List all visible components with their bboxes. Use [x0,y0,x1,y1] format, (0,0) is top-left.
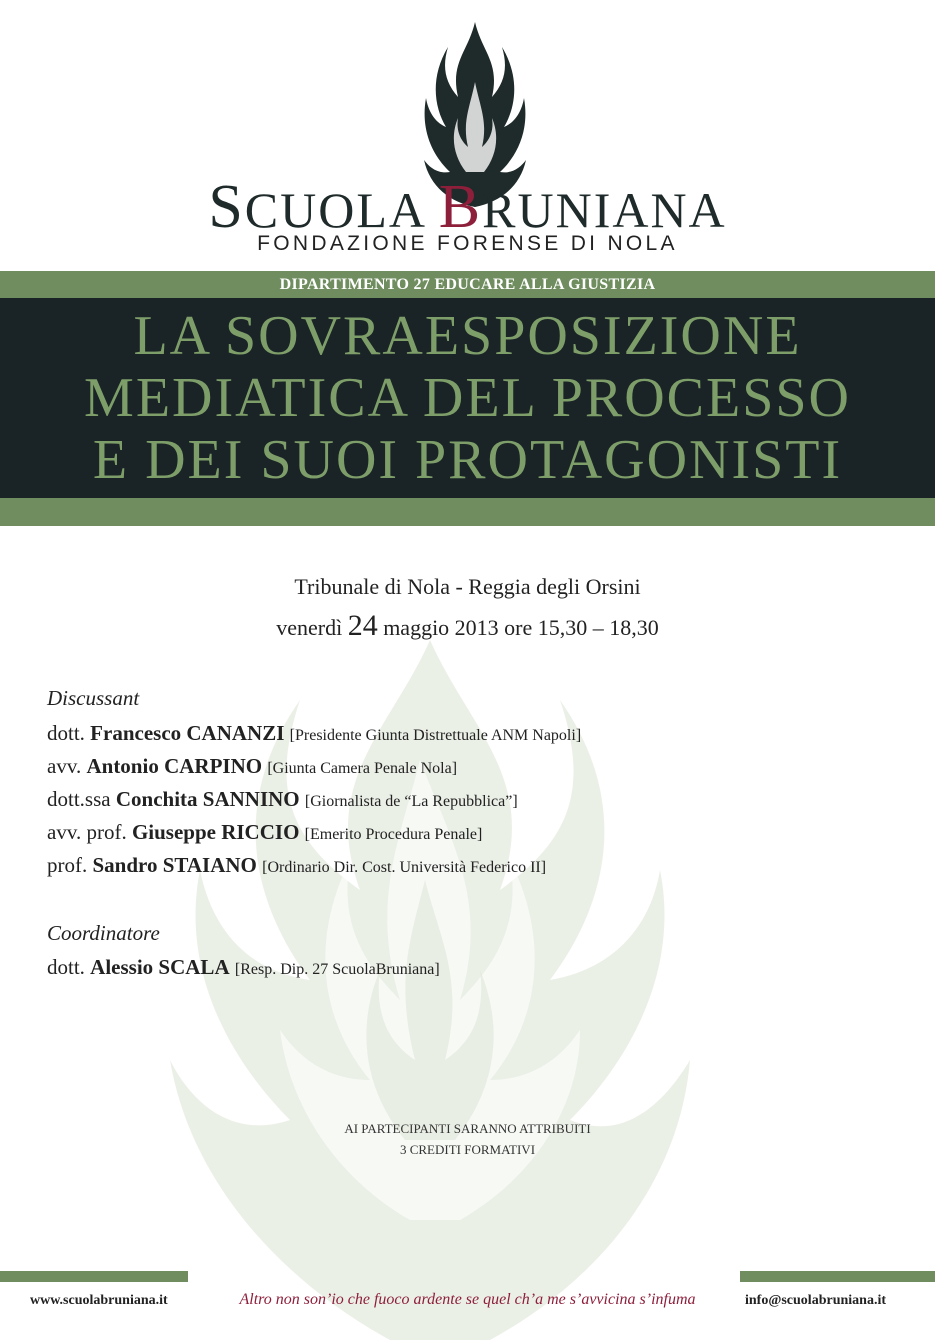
speaker-name: Sandro STAIANO [92,853,257,877]
speaker-name: Alessio SCALA [90,955,230,979]
footer-bar-left [0,1271,188,1282]
speaker-title: avv. [47,754,87,778]
speaker-title: dott.ssa [47,787,116,811]
speaker-row [47,754,457,779]
event-venue: Tribunale di Nola - Reggia degli Orsini [294,574,641,599]
speaker-title: prof. [47,853,93,877]
speaker-role: [Giornalista de “La Repubblica”] [304,793,518,810]
credits-line-2: 3 CREDITI FORMATIVI [399,1142,536,1157]
logo-word-scuola: CUOLA [244,182,425,238]
speaker-name: Conchita SANNINO [115,787,300,811]
speaker-title: avv. prof. [47,820,132,844]
date-day-number: 24 [347,609,378,642]
title-line-3: E DEI SUOI PROTAGONISTI [92,429,843,491]
speaker-row [47,787,518,812]
motto: Altro non son’io che fuoco ardente se quel ch’a me s’avvicina s’infuma [239,1291,696,1308]
footer-bar-right [740,1271,935,1282]
email-link[interactable]: info@scuolabruniana.it [745,1293,886,1308]
event-date [0,609,935,643]
speaker-role: [Resp. Dip. 27 ScuolaBruniana] [234,961,440,978]
department-band: DIPARTIMENTO 27 EDUCARE ALLA GIUSTIZIA [0,271,935,298]
speaker-role: [Presidente Giunta Distrettuale ANM Napoli] [289,727,582,744]
credits-note [0,1118,935,1160]
logo-letter-s: S [208,173,245,241]
title-line-2: MEDIATICA DEL PROCESSO [84,367,851,429]
website-link[interactable]: www.scuolabruniana.it [30,1293,168,1308]
speaker-title: dott. [47,955,91,979]
logo-word-bruniana: RUNIANA [482,182,727,238]
speaker-title: dott. [47,721,91,745]
speaker-role: [Emerito Procedura Penale] [304,826,483,843]
coordinator-label: Coordinatore [47,921,160,945]
speaker-row [47,820,482,845]
speaker-name: Giuseppe RICCIO [131,820,300,844]
speaker-role: [Giunta Camera Penale Nola] [267,760,458,777]
speaker-name: Francesco CANANZI [90,721,285,745]
title-band-bottom [0,498,935,526]
speaker-row [47,853,546,878]
discussant-label: Discussant [47,686,140,710]
speaker-role: [Ordinario Dir. Cost. Università Federico II] [262,859,547,876]
title-line-1: LA SOVRAESPOSIZIONE [133,305,802,367]
speaker-name: Antonio CARPINO [86,754,263,778]
date-prefix: venerdì [276,615,348,640]
credits-line-1: AI PARTECIPANTI SARANNO ATTRIBUITI [344,1121,591,1136]
coordinator-row [47,955,440,980]
logo-subtitle: FONDAZIONE FORENSE DI NOLA [257,232,678,255]
speaker-row [47,721,581,746]
date-suffix: maggio 2013 ore 15,30 – 18,30 [377,615,659,640]
logo-letter-b: B [438,173,483,241]
